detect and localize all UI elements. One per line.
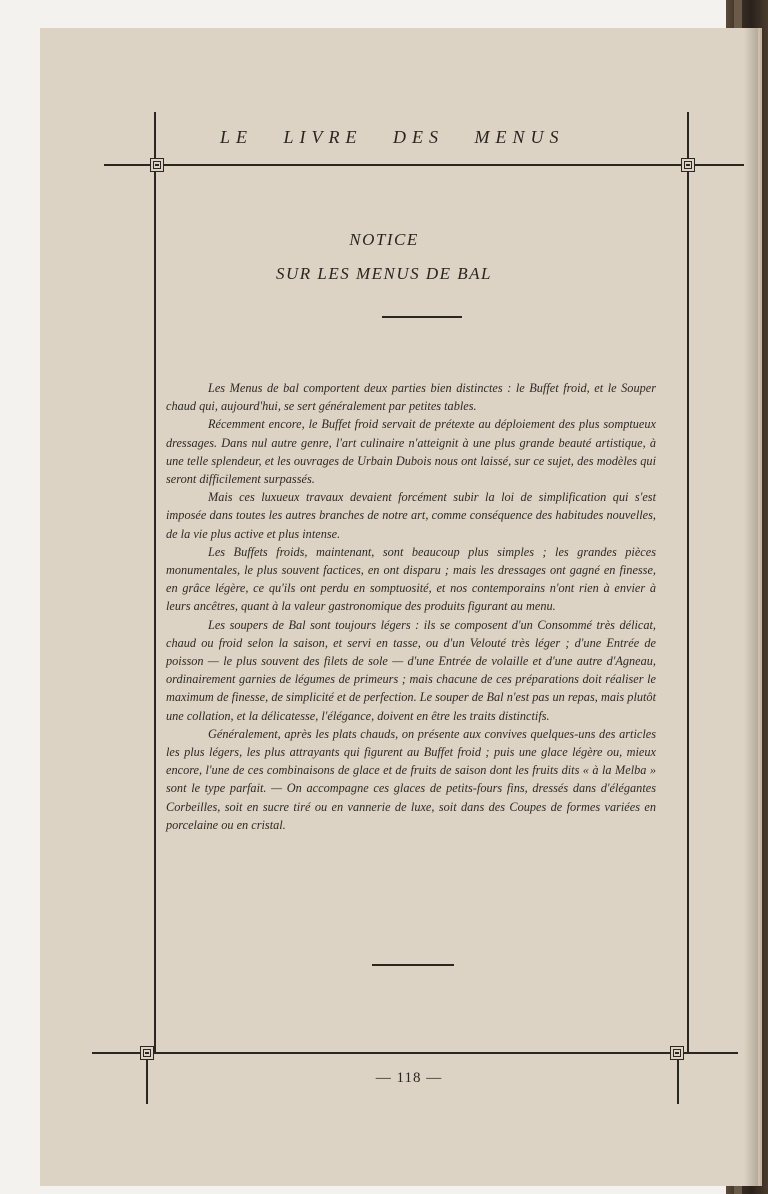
frame-left-rule [154,112,156,1052]
corner-ornament-top-left [150,158,164,172]
corner-ornament-bottom-left [140,1046,154,1060]
closing-divider [372,964,454,966]
page-number: — 118 — [375,1070,443,1086]
corner-ornament-top-right [681,158,695,172]
paragraph: Les Menus de bal comportent deux parties bien distinctes : le Buffet froid, et le Souper chaud qui, aujourd'hui, se sert généralement par petites tables. [166,381,656,414]
paragraph: Mais ces luxueux travaux devaient forcément subir la loi de simplification qui s'est imposée dans toutes les autres branches de notre art, comme conséquence des habitudes nouvelles, de la vie plus active et plus intense. [166,490,656,541]
corner-ornament-bottom-right [670,1046,684,1060]
frame-bottom-rule [92,1052,738,1054]
paragraph: Les Buffets froids, maintenant, sont beaucoup plus simples ; les grandes pièces monumentales, le plus souvent factices, en ont disparu ; mais les dressages ont gagné en finesse, en grâce légère, ce qu'ils ont perdu en somptuosité, et nos contemporains n'ont rien à envier à leurs ancêtres, quant à la valeur gastronomique des produits figurant au menu. [166,544,656,614]
page-spine-shadow [744,28,758,1186]
notice-body [166,379,656,834]
title-divider [382,316,462,318]
notice-subtitle: SUR LES MENUS DE BAL [275,264,493,283]
frame-top-rule [104,164,744,166]
notice-title: NOTICE [349,230,419,249]
paragraph: Récemment encore, le Buffet froid servait de prétexte au déploiement des plus somptueux dressages. Dans nul autre genre, l'art culinaire n'atteignit à une plus grande beauté artistique, à une telle splendeur, et les ouvrages de Urbain Dubois nous ont laissé, sur ce sujet, des modèles qui seront difficilement surpassés. [166,417,656,487]
frame-right-rule [687,112,689,1052]
paragraph: Généralement, après les plats chauds, on présente aux convives quelques-uns des articles les plus légers, les plus attrayants qui figurent au Buffet froid ; puis une glace légère ou, mieux encore, l'une de ces combinaisons de glace et de fruits de saison dont les fruits dits « à la Melba » sont le type parfait. — On accompagne ces glaces de petits-fours fins, dressés dans d'élégantes Corbeilles, soit en sucre tiré ou en vannerie de luxe, soit dans des Coupes de formes variées en porcelaine ou en cristal. [166,726,656,832]
running-header: LE LIVRE DES MENUS [220,127,565,147]
paragraph: Les soupers de Bal sont toujours légers : ils se composent d'un Consommé très délicat, chaud ou froid selon la saison, et servi en tasse, ou d'un Velouté très léger ; d'une Entrée de poisson — le plus souvent des filets de sole — d'une Entrée de volaille et d'une autre d'Agneau, ordinairement garnies de légumes de primeurs ; mais chacune de ces préparations doit réaliser le maximum de finesse, de simplicité et de perfection. Le souper de Bal n'est pas un repas, mais plutôt une collation, et la délicatesse, l'élégance, doivent en être les traits distinctifs. [166,617,656,723]
